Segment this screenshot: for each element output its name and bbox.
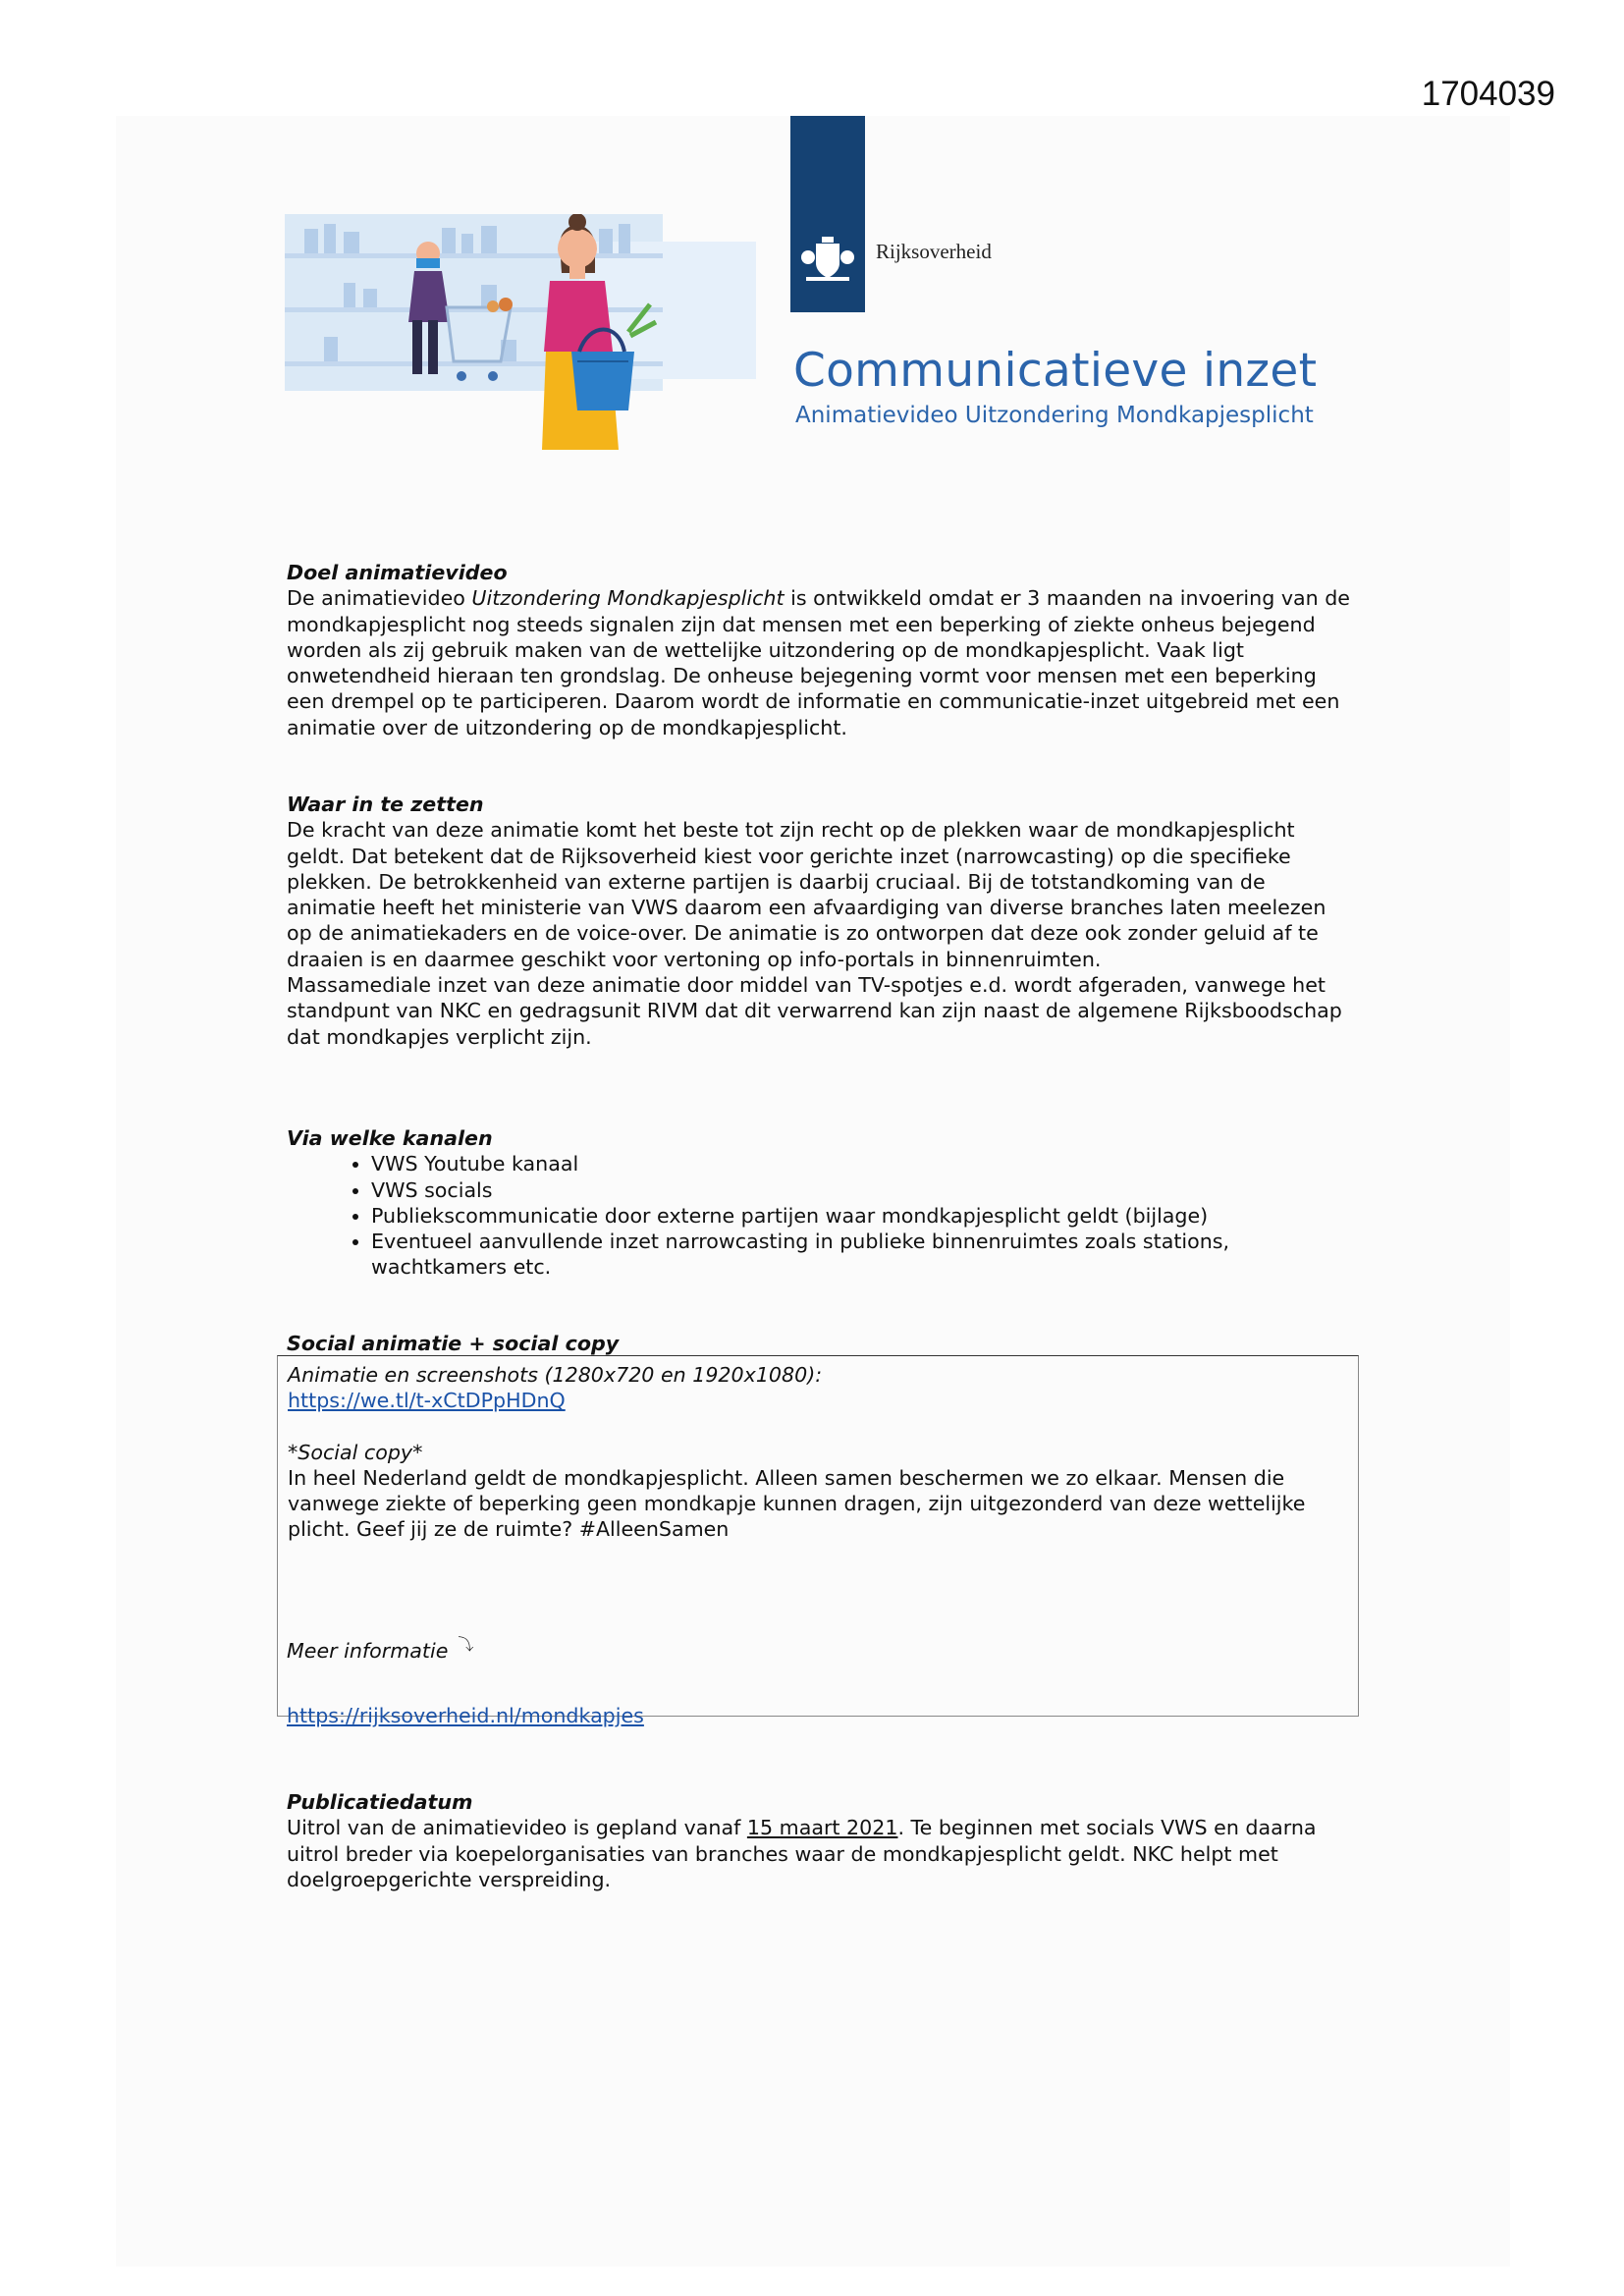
copy-text: In heel Nederland geldt de mondkapjesplicht. Alleen samen beschermen we zo elkaar. Mensen die vanwege ziekte of beperking geen mondkapje kunnen dragen, zijn uitgezonderd van deze wettelijke plicht. Geef jij ze de ruimte? #AlleenSamen xyxy=(288,1465,1306,1542)
animatie-link[interactable]: https://we.tl/t-xCtDPpHDnQ xyxy=(288,1389,566,1413)
arrow-icon: ⤵ xyxy=(458,1635,474,1654)
section-heading: Via welke kanalen xyxy=(287,1126,493,1150)
section-text: De kracht van deze animatie komt het beste tot zijn recht op de plekken waar de mondkapjesplicht geldt. Dat betekent dat de Rijksoverheid kiest voor gerichte inzet (narrowcasting) op die specifieke plekken. De betrokkenheid van externe partijen is daarbij cruciaal. Bij de totstandkoming van de animatie heeft het ministerie van VWS daarom een afvaardiging van diverse branches laten meelezen op de animatiekaders en de voice-over. De animatie is zo ontworpen dat deze ook zonder geluid af te draaien is en daarmee geschikt voor vertoning op info-portals in binnenruimten. xyxy=(287,818,1326,971)
list-item: • VWS socials xyxy=(371,1177,1357,1203)
list-item: • Eventueel aanvullende inzet narrowcasting in publieke binnenruimtes zoals stations, wachtkamers etc. xyxy=(371,1229,1357,1281)
animatie-label: Animatie en screenshots (1280x720 en 1920x1080): xyxy=(288,1363,823,1387)
section-text: Massamediale inzet van deze animatie door middel van TV-spotjes e.d. wordt afgeraden, vanwege het standpunt van NKC en gedragsunit RIVM dat dit verwarrend kan zijn naast de algemene Rijksboodschap dat mondkapjes verplicht zijn. xyxy=(287,973,1342,1049)
list-item: • VWS Youtube kanaal xyxy=(371,1151,1357,1176)
rijksoverheid-logo xyxy=(790,116,865,312)
section-kanalen xyxy=(287,1125,1357,1281)
page-title: Communicatieve inzet xyxy=(793,344,1318,398)
shopping-illustration xyxy=(285,214,756,450)
mondkapjes-link[interactable]: https://rijksoverheid.nl/mondkapjes xyxy=(287,1704,644,1727)
channel-list xyxy=(287,1151,1357,1280)
document-id: 1704039 xyxy=(1421,75,1555,113)
publication-date: 15 maart 2021 xyxy=(746,1816,898,1840)
section-text: Uitrol van de animatievideo is gepland vanaf 15 maart 2021. Te beginnen met socials VWS en daarna uitrol breder via koepelorganisaties van branches waar de mondkapjesplicht geldt. NKC helpt met doelgroepgerichte verspreiding. xyxy=(287,1816,1317,1891)
section-heading: Social animatie + social copy xyxy=(287,1332,620,1355)
section-doel xyxy=(287,560,1357,740)
section-heading: Publicatiedatum xyxy=(287,1790,473,1814)
section-publicatie xyxy=(287,1789,1357,1892)
copy-label: *Social copy* xyxy=(288,1440,423,1464)
section-waar xyxy=(287,792,1357,1050)
coat-of-arms-icon xyxy=(796,234,859,283)
section-text: De animatievideo Uitzondering Mondkapjesplicht is ontwikkeld omdat er 3 maanden na invoering van de mondkapjesplicht nog steeds signalen zijn dat mensen met een beperking of ziekte onheus bejegend worden als zij gebruik maken van de wettelijke uitzondering op de mondkapjesplicht. Vaak ligt onwetendheid hieraan ten grondslag. De onheuse bejegening vormt voor mensen met een beperking een drempel op te participeren. Daarom wordt de informatie en communicatie-inzet uitgebreid met een animatie over de uitzondering op de mondkapjesplicht. xyxy=(287,586,1350,739)
page-subtitle: Animatievideo Uitzondering Mondkapjesplicht xyxy=(795,403,1314,428)
list-item: • Publiekscommunicatie door externe partijen waar mondkapjesplicht geldt (bijlage) xyxy=(371,1203,1357,1229)
section-heading: Waar in te zetten xyxy=(287,793,484,816)
section-heading: Doel animatievideo xyxy=(287,561,508,584)
meer-informatie: Meer informatie ⤵ xyxy=(287,1635,474,1663)
logo-text: Rijksoverheid xyxy=(876,240,992,263)
